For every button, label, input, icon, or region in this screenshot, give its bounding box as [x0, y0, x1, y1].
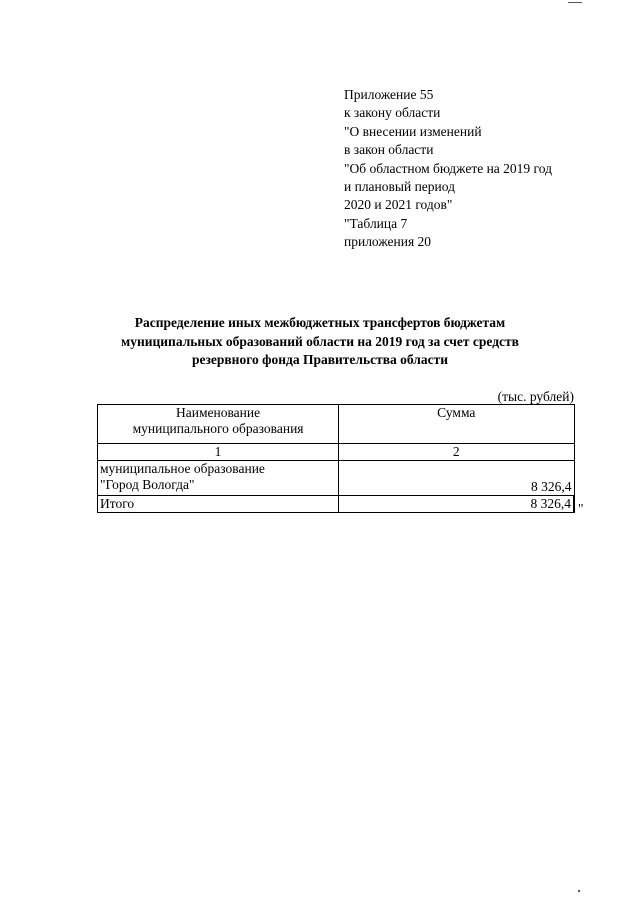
document-title — [80, 314, 560, 370]
title-line: Распределение иных межбюджетных трансфертов бюджетам — [134, 315, 506, 330]
scan-speck — [578, 890, 580, 892]
annex-line: приложения 20 — [344, 234, 432, 250]
total-sum: 8 326,4 — [339, 496, 574, 513]
total-label: Итого — [98, 496, 339, 513]
header-sum: Сумма — [339, 405, 574, 444]
municipality-name — [98, 461, 339, 496]
header-name — [98, 405, 339, 444]
annex-line: 2020 и 2021 годов" — [344, 197, 453, 213]
annex-line: в закон области — [344, 142, 434, 158]
municipality-sum: 8 326,4 — [339, 461, 574, 496]
municipality-name-line: "Город Вологда" — [100, 477, 195, 492]
annex-line: "О внесении изменений — [344, 123, 482, 139]
title-line: резервного фонда Правительства области — [191, 352, 449, 367]
annex-line: "Таблица 7 — [344, 215, 408, 231]
annex-reference — [344, 86, 604, 252]
units-label: (тыс. рублей) — [497, 389, 574, 404]
annex-line: Приложение 55 — [344, 87, 434, 102]
annex-line: к закону области — [344, 105, 441, 121]
column-number: 1 — [98, 444, 339, 461]
municipality-name-line: муниципальное образование — [100, 461, 265, 476]
budget-table — [97, 404, 575, 513]
annex-line: "Об областном бюджете на 2019 год — [344, 160, 552, 176]
header-name-line: Наименование — [175, 405, 261, 420]
header-row — [98, 405, 575, 444]
table-row — [98, 461, 575, 496]
column-number: 2 — [339, 444, 574, 461]
scan-speck — [568, 2, 582, 3]
header-name-line: муниципального образования — [132, 421, 304, 436]
total-row — [98, 496, 575, 513]
annex-line: и плановый период — [344, 179, 455, 195]
column-number-row — [98, 444, 575, 461]
title-line: муниципальных образований области на 2019 год за счет средств — [121, 333, 519, 349]
closing-quote: " — [578, 501, 584, 516]
